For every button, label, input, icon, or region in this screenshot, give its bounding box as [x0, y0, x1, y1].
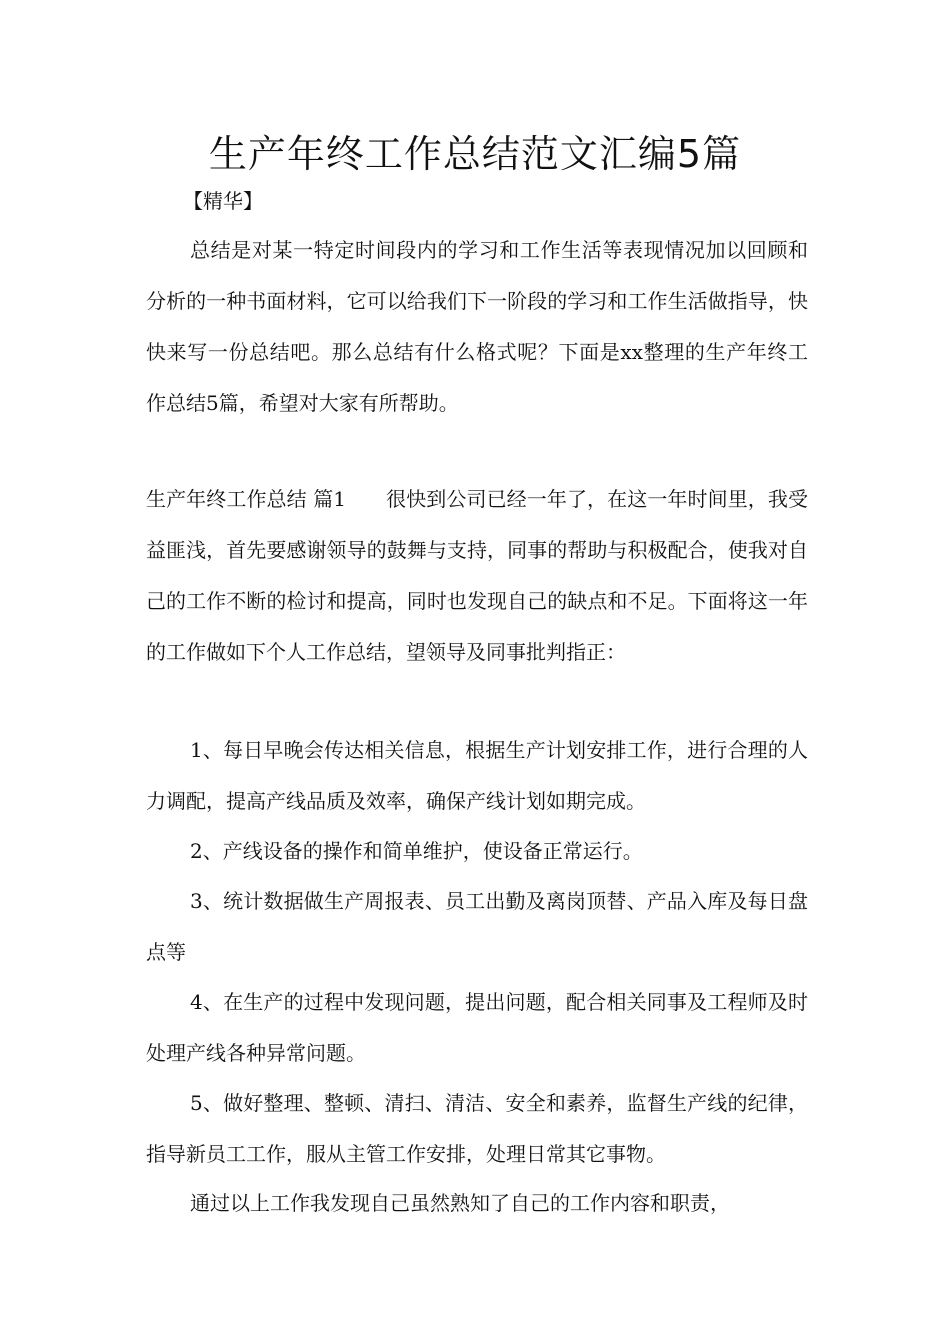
closing-paragraph: 通过以上工作我发现自己虽然熟知了自己的工作内容和职责， [190, 1191, 730, 1215]
list-item: 2、产线设备的操作和简单维护，使设备正常运行。 [190, 839, 643, 863]
intro-paragraph: 总结是对某一特定时间段内的学习和工作生活等表现情况加以回顾和分析的一种书面材料，它可以给我们下一阶段的学习和工作生活做指导，快快来写一份总结吧。那么总结有什么格式呢？下面是xx整理的生产年终工作总结5篇，希望对大家有所帮助。 [146, 238, 808, 415]
section-1-heading: 生产年终工作总结 篇1 [146, 487, 347, 511]
list-item: 1、每日早晚会传达相关信息，根据生产计划安排工作，进行合理的人力调配，提高产线品质及效率，确保产线计划如期完成。 [146, 738, 808, 813]
section-1-text: 很快到公司已经一年了，在这一年时间里，我受益匪浅，首先要感谢领导的鼓舞与支持，同事的帮助与积极配合，使我对自己的工作不断的检讨和提高，同时也发现自己的缺点和不足。下面将这一年的工作做如下个人工作总结，望领导及同事批判指正： [146, 487, 808, 664]
list-item: 3、统计数据做生产周报表、员工出勤及离岗顶替、产品入库及每日盘点等 [146, 889, 808, 964]
section-1-paragraph [146, 474, 808, 678]
list-item: 5、做好整理、整顿、清扫、清洁、安全和素养，监督生产线的纪律，指导新员工工作，服从主管工作安排，处理日常其它事物。 [146, 1091, 808, 1166]
document-tag: 【精华】 [183, 189, 263, 213]
document-title: 生产年终工作总结范文汇编5篇 [208, 132, 742, 176]
list-item: 4、在生产的过程中发现问题，提出问题，配合相关同事及工程师及时处理产线各种异常问题。 [146, 990, 808, 1065]
